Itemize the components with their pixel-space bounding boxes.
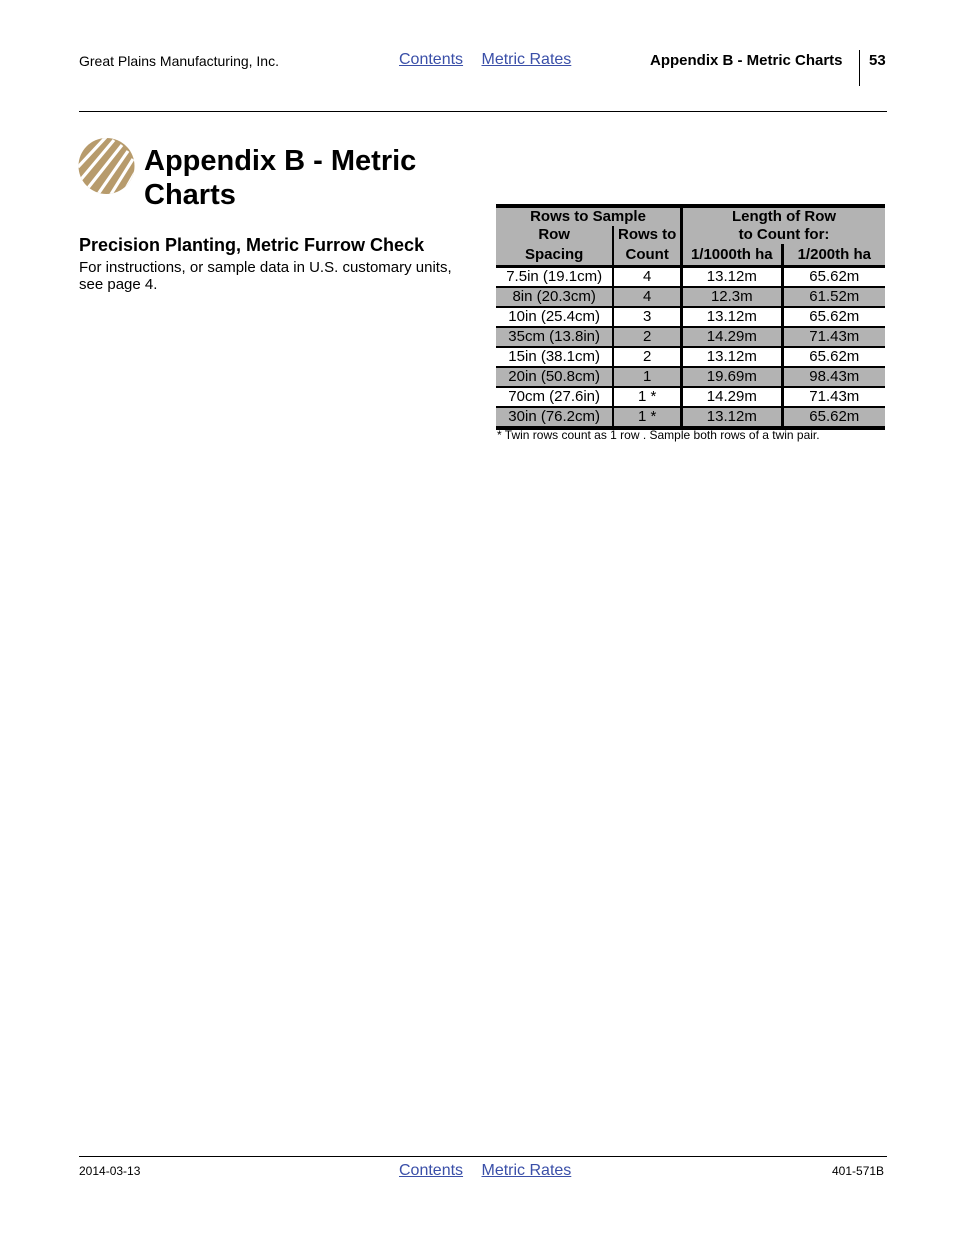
length-1000th-ha-cell: 13.12m <box>682 347 783 367</box>
footer-doc-number: 401-571B <box>832 1164 885 1178</box>
table-body <box>496 267 885 429</box>
length-200th-ha-cell: 98.43m <box>782 367 885 387</box>
rows-to-count-cell: 1 * <box>613 407 681 428</box>
row-spacing-cell: 30in (76.2cm) <box>496 407 613 428</box>
intro-text: For instructions, or sample data in U.S. customary units, see page 4. <box>79 259 452 293</box>
table-row <box>496 347 885 367</box>
rows-to-count-header-line2: Count <box>613 244 681 267</box>
table-row <box>496 327 885 347</box>
rows-to-count-cell: 3 <box>613 307 681 327</box>
length-1000th-ha-cell: 13.12m <box>682 407 783 428</box>
row-spacing-cell: 20in (50.8cm) <box>496 367 613 387</box>
table-row <box>496 267 885 288</box>
col-1000th-ha-header: 1/1000th ha <box>682 244 783 267</box>
row-spacing-cell: 35cm (13.8in) <box>496 327 613 347</box>
col-200th-ha-header: 1/200th ha <box>782 244 885 267</box>
header-links <box>399 51 571 69</box>
header-rule <box>79 111 887 112</box>
rows-to-count-cell: 1 * <box>613 387 681 407</box>
rows-to-count-cell: 2 <box>613 347 681 367</box>
length-200th-ha-cell: 65.62m <box>782 407 885 428</box>
rows-to-count-cell: 2 <box>613 327 681 347</box>
page-title: Appendix B - Metric Charts <box>144 145 417 211</box>
table-row <box>496 287 885 307</box>
footer-metric-rates-link[interactable]: Metric Rates <box>481 1162 572 1179</box>
section-name: Appendix B - Metric Charts <box>650 52 843 69</box>
page-number: 53 <box>869 52 886 69</box>
header-metric-rates-link[interactable]: Metric Rates <box>481 51 572 68</box>
row-spacing-header-line1: Row <box>496 226 613 244</box>
row-spacing-cell: 7.5in (19.1cm) <box>506 268 603 285</box>
rows-to-count-cell: 4 <box>613 287 681 307</box>
table-row <box>496 307 885 327</box>
row-spacing-cell: 15in (38.1cm) <box>496 347 613 367</box>
length-1000th-ha-cell: 19.69m <box>682 367 783 387</box>
table-row <box>496 387 885 407</box>
rows-to-count-header-line1: Rows to <box>613 226 681 244</box>
length-1000th-ha-cell: 13.12m <box>682 267 783 288</box>
length-1000th-ha-cell: 14.29m <box>682 327 783 347</box>
metric-furrow-check-table <box>496 204 885 430</box>
row-spacing-cell: 10in (25.4cm) <box>496 307 613 327</box>
rows-to-count-cell: 1 <box>613 367 681 387</box>
table-footnote: * Twin rows count as 1 row . Sample both rows of a twin pair. <box>497 428 820 442</box>
length-of-row-header <box>682 206 885 244</box>
great-plains-logo-icon <box>78 137 135 195</box>
length-1000th-ha-cell: 12.3m <box>682 287 783 307</box>
footer-date: 2014-03-13 <box>79 1164 141 1178</box>
rows-to-count-cell: 4 <box>613 267 681 288</box>
length-200th-ha-cell: 71.43m <box>782 327 885 347</box>
row-spacing-cell: 8in (20.3cm) <box>496 287 613 307</box>
length-200th-ha-cell: 71.43m <box>782 387 885 407</box>
row-spacing-header-line2: Spacing <box>496 244 613 267</box>
length-200th-ha-cell: 65.62m <box>782 347 885 367</box>
header-contents-link[interactable]: Contents <box>399 51 464 68</box>
table-row <box>496 407 885 428</box>
rows-to-sample-header: Rows to Sample <box>496 206 682 226</box>
footer-contents-link[interactable]: Contents <box>399 1162 464 1179</box>
footer-rule <box>79 1156 887 1157</box>
length-200th-ha-cell: 61.52m <box>782 287 885 307</box>
section-subtitle: Precision Planting, Metric Furrow Check <box>79 235 425 255</box>
length-1000th-ha-cell: 14.29m <box>682 387 783 407</box>
length-200th-ha-cell: 65.62m <box>782 267 885 288</box>
length-200th-ha-cell: 65.62m <box>782 307 885 327</box>
footer-links <box>399 1162 571 1180</box>
table-row <box>496 367 885 387</box>
length-of-row-line2: to Count for: <box>738 226 830 243</box>
company-name: Great Plains Manufacturing, Inc. <box>79 53 279 69</box>
header-divider <box>859 50 860 86</box>
length-1000th-ha-cell: 13.12m <box>682 307 783 327</box>
length-of-row-line1: Length of Row <box>731 208 837 225</box>
row-spacing-cell: 70cm (27.6in) <box>496 387 613 407</box>
